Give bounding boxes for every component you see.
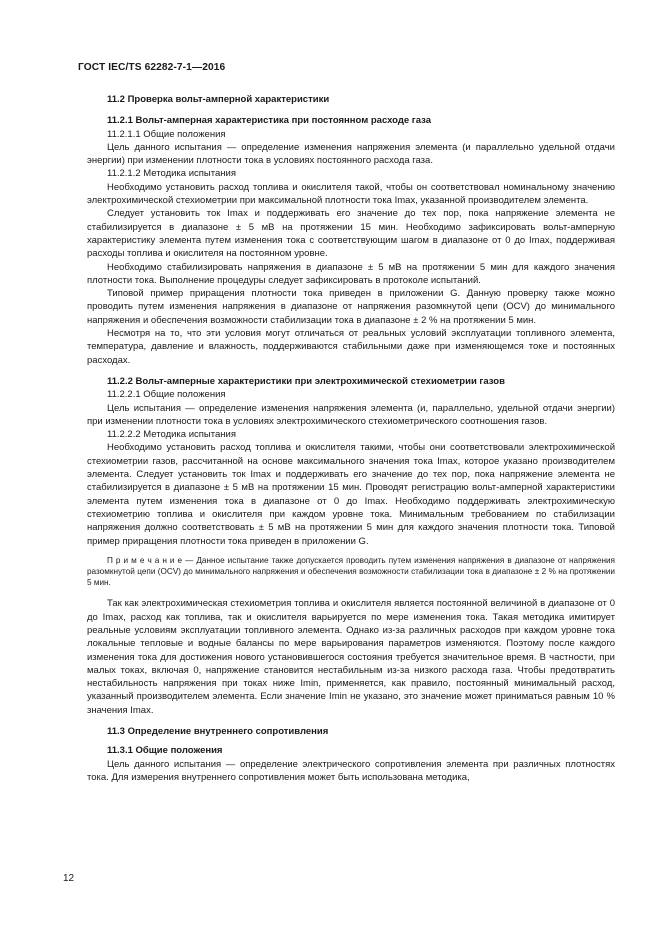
section-heading-11-2-2: 11.2.2 Вольт-амперные характеристики при электрохимической стехиометрии газов [107,375,505,387]
paragraph-purpose-3: Цель данного испытания — определение электрического сопротивления элемента при различных плотностях тока. Для измерения внутреннего сопротивления может быть использована методика, [87,758,615,783]
paragraph-method-1: Необходимо установить расход топлива и окислителя такой, чтобы он соответствовал номинальному значению электрохимической стехиометрии при максимальной плотности тока Imax, указанной производителем элемента. [87,181,615,207]
paragraph-method-2: Следует установить ток Imax и поддерживать его значение до тех пор, пока напряжение элемента не стабилизируется в диапазоне ± 5 мВ на протяжении 15 мин. Необходимо зафиксировать вольт-амперную характеристику элемента путем изменения тока с соответствующим шагом в диапазоне от 0 до Imax, поддерживая расходы топлива и окислителя на постоянном уровне. [87,208,615,260]
page-number: 12 [63,873,75,884]
paragraph-purpose-1: Цель данного испытания — определение изменения напряжения элемента (и параллельно удельной отдачи энергии) при изменении плотности тока в условиях постоянного расхода газа. [87,141,615,167]
section-heading-11-3-1: 11.3.1 Общие положения [107,745,223,757]
paragraph-method-7: Так как электрохимическая стехиометрия топлива и окислителя является постоянной величиной в диапазоне от 0 до Imax, расход как топлива, так и окислителя варьируется по мере изменения тока. Такая методика имитирует реальные условиям эксплуатации топливного элемента. Однако из-за различных расходов при каждом уровне тока локальные тепловые и водные балансы по мере варьирования параметров изменяются. Поэтому после каждого изменения тока для достижения нового установившегося состояния требуется значительное время. В частности, при малых токах, включая 0, напряжение становится нестабильным из-за низкого расхода газа. Чтобы предотвратить нестабильность напряжения при токах ниже Imin, применяется, как правило, постоянный минимальный расход, указанный производителем элемента. Если значение Imin не указано, это значение может приниматься равным 10 % значения Imax. [87,598,615,716]
document-body [87,93,615,784]
paragraph-method-5: Несмотря на то, что эти условия могут отличаться от реальных условий эксплуатации топливного элемента, температура, давление и влажность, поддерживаются стабильными даже при изменяющемся токе и постоянных расходах. [87,328,615,366]
subsection-heading-11-2-1-1: 11.2.1.1 Общие положения [107,128,226,140]
subsection-heading-11-2-1-2: 11.2.1.2 Методика испытания [107,168,236,180]
section-heading-11-2: 11.2 Проверка вольт-амперной характеристики [107,94,330,105]
paragraph-purpose-2: Цель испытания — определение изменения напряжения элемента (и, параллельно, удельной отдачи энергии) при изменении плотности тока в условиях электрохимического стехиометрического соотношения газов. [87,402,615,427]
paragraph-method-4: Типовой пример приращения плотности тока приведен в приложении G. Данную проверку также можно проводить путем изменения напряжения в диапазоне от напряжения разомкнутой цепи (OCV) до минимального напряжения и обеспечения возможности стабилизации тока в диапазоне ± 2 % на протяжении 5 мин. [87,288,615,326]
note-paragraph: П р и м е ч а н и е — Данное испытание также допускается проводить путем изменения напряжения в диапазоне от напряжения разомкнутой цепи (OCV) до минимального напряжения и обеспечения возможности стабилизации тока в диапазоне ± 2 % на протяжении 5 мин. [87,555,615,588]
subsection-heading-11-2-2-2: 11.2.2.2 Методика испытания [107,429,236,441]
paragraph-method-6: Необходимо установить расход топлива и окислителя такими, чтобы они соответствовали электрохимической стехиометрии газов, рассчитанной на основе максимального значения тока Imax, которое указано производителем элемента. Следует установить ток Imax и поддерживать его значение до тех пор, пока напряжение элемента не стабилизируется в диапазоне ± 5 мВ на протяжении 15 мин. Проводят регистрацию вольт-амперной характеристики элемента путем изменения тока в диапазоне от 0 до Imax. Необходимо поддерживать электрохимическую стехиометрию топлива и окислителя при каждом уровне тока. Минимальным требованием по стабилизации напряжения должно соответствовать ± 5 мВ на протяжении 5 мин для каждого значения плотности тока. Типовой пример приращения плотности тока приведен в приложении G. [87,442,615,547]
paragraph-method-3: Необходимо стабилизировать напряжения в диапазоне ± 5 мВ на протяжении 5 мин для каждого значения плотности тока. Выполнение процедуры следует зафиксировать в протоколе испытаний. [87,261,615,286]
subsection-heading-11-2-2-1: 11.2.2.1 Общие положения [107,389,226,401]
section-heading-11-3: 11.3 Определение внутреннего сопротивления [107,726,329,738]
document-header: ГОСТ IEC/TS 62282-7-1—2016 [78,62,226,73]
section-heading-11-2-1: 11.2.1 Вольт-амперная характеристика при постоянном расходе газа [107,115,432,127]
